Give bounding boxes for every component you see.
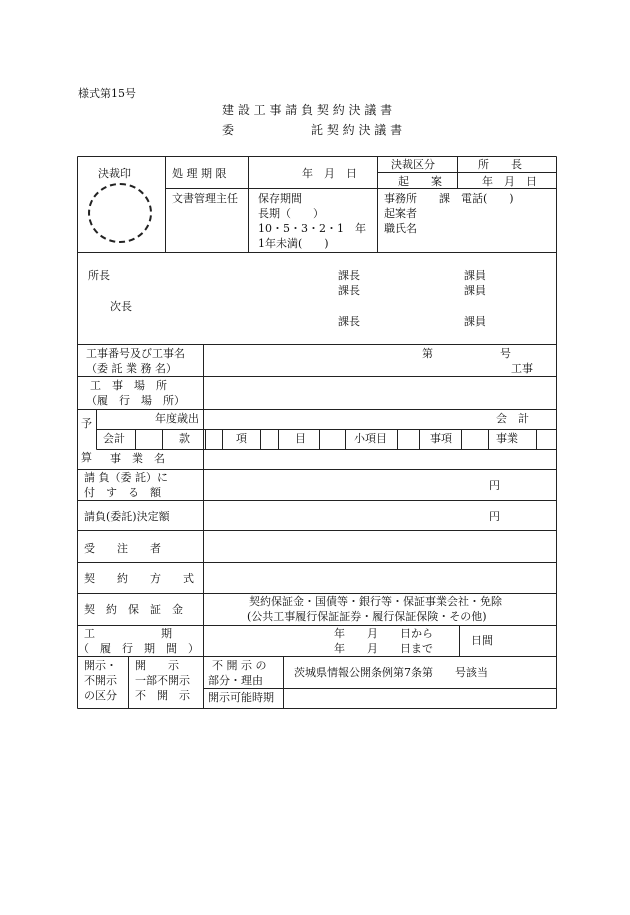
site-perform-label: （履 行 場 所） <box>86 394 185 407</box>
approver-vice: 次長 <box>110 300 132 313</box>
guarantee-options-1: 契約保証金・国債等・銀行等・保証事業会社・免除 <box>249 595 502 608</box>
work-consign-label: （委 託 業 務 名） <box>86 362 177 375</box>
nondisclosure-label-2: 部分・理由 <box>208 674 263 687</box>
period-days: 日間 <box>471 634 493 647</box>
form-title-consign-prefix: 委 <box>222 123 235 137</box>
period-perform-label: （ 履 行 期 間 ） <box>78 642 199 655</box>
contractor-label: 受 注 者 <box>84 542 161 555</box>
nondisclosure-label-1: 不 開 示 の <box>212 659 267 672</box>
budget-col-moku: 目 <box>295 432 306 445</box>
approval-stamp-label: 決裁印 <box>98 167 131 180</box>
budget-col-kan: 款 <box>179 432 190 445</box>
form-title-construction: 建 設 工 事 請 負 契 約 決 議 書 <box>222 103 393 117</box>
budget-col-jikou: 事項 <box>430 432 452 445</box>
budget-col-jigyou: 事業 <box>496 432 518 445</box>
doc-manager-label: 文書管理主任 <box>172 192 238 205</box>
period-from: 年 月 日から <box>334 627 433 640</box>
guarantee-options-2: (公共工事履行保証証券・履行保証保険・その他) <box>247 610 487 623</box>
approval-category-director: 所 長 <box>478 158 522 171</box>
budget-col-kou: 項 <box>236 432 247 445</box>
decided-amount-label: 請負(委託)決定額 <box>84 510 170 523</box>
approver-staff-1: 課員 <box>464 269 486 282</box>
budget-account-header: 会 計 <box>496 412 529 425</box>
approver-section-chief-1: 課長 <box>338 269 360 282</box>
drafter-label: 起案者 <box>384 207 417 220</box>
disclosure-opt-disclose: 開 示 <box>135 659 179 672</box>
period-label: 工 期 <box>84 627 172 640</box>
ordinance-text: 茨城県情報公開条例第7条第 号該当 <box>294 666 488 679</box>
contract-amount-label-1: 請 負（委 託）に <box>84 471 168 484</box>
office-phone: 事務所 課 電話( ) <box>384 192 514 205</box>
title-name-label: 職氏名 <box>384 222 417 235</box>
approval-stamp-circle <box>88 183 152 243</box>
processing-deadline-value[interactable]: 年 月 日 <box>302 167 357 180</box>
approver-staff-3: 課員 <box>464 315 486 328</box>
contract-amount-yen: 円 <box>489 479 500 492</box>
budget-col-subitem: 小項目 <box>354 432 387 445</box>
budget-label-san: 算 <box>81 451 92 464</box>
disclosure-cat-2: 不開示 <box>84 674 117 687</box>
contract-amount-label-2: 付 す る 額 <box>84 486 161 499</box>
work-number-dai: 第 <box>422 347 433 360</box>
retention-label: 保存期間 <box>258 192 302 205</box>
guarantee-label: 契 約 保 証 金 <box>84 603 183 616</box>
disclosure-opt-partial: 一部不開示 <box>135 674 190 687</box>
retention-under-1y: 1年未満( ) <box>258 237 329 250</box>
form-number: 様式第15号 <box>78 87 136 100</box>
disclosure-cat-1: 開示・ <box>84 659 117 672</box>
budget-label-yo: 予 <box>81 417 92 430</box>
processing-deadline-label: 処 理 期 限 <box>172 167 227 180</box>
disclosable-time-label: 開示可能時期 <box>208 691 274 704</box>
work-number-label: 工事番号及び工事名 <box>86 347 185 360</box>
work-number-go: 号 <box>500 347 511 360</box>
disclosure-cat-3: の区分 <box>84 689 117 702</box>
decided-amount-yen: 円 <box>489 510 500 523</box>
approver-director: 所長 <box>88 269 110 282</box>
project-name-label: 事 業 名 <box>110 452 165 465</box>
budget-fiscal-year: 年度歳出 <box>155 412 199 425</box>
drafted-label: 起 案 <box>398 175 442 188</box>
form-title-consign: 託 契 約 決 議 書 <box>311 123 403 137</box>
contract-method-label: 契 約 方 式 <box>84 572 194 585</box>
approver-staff-2: 課員 <box>464 284 486 297</box>
approval-category-label: 決裁区分 <box>391 158 435 171</box>
drafted-date[interactable]: 年 月 日 <box>482 175 537 188</box>
approver-section-chief-2: 課長 <box>338 284 360 297</box>
approver-section-chief-3: 課長 <box>338 315 360 328</box>
retention-years: 10・5・3・2・1 年 <box>258 222 366 235</box>
site-label: 工 事 場 所 <box>90 379 167 392</box>
budget-col-account: 会計 <box>103 432 125 445</box>
work-kouji: 工事 <box>511 362 533 375</box>
disclosure-opt-none: 不 開 示 <box>135 689 190 702</box>
period-to: 年 月 日まで <box>334 642 433 655</box>
retention-long: 長期（ ） <box>258 207 324 220</box>
